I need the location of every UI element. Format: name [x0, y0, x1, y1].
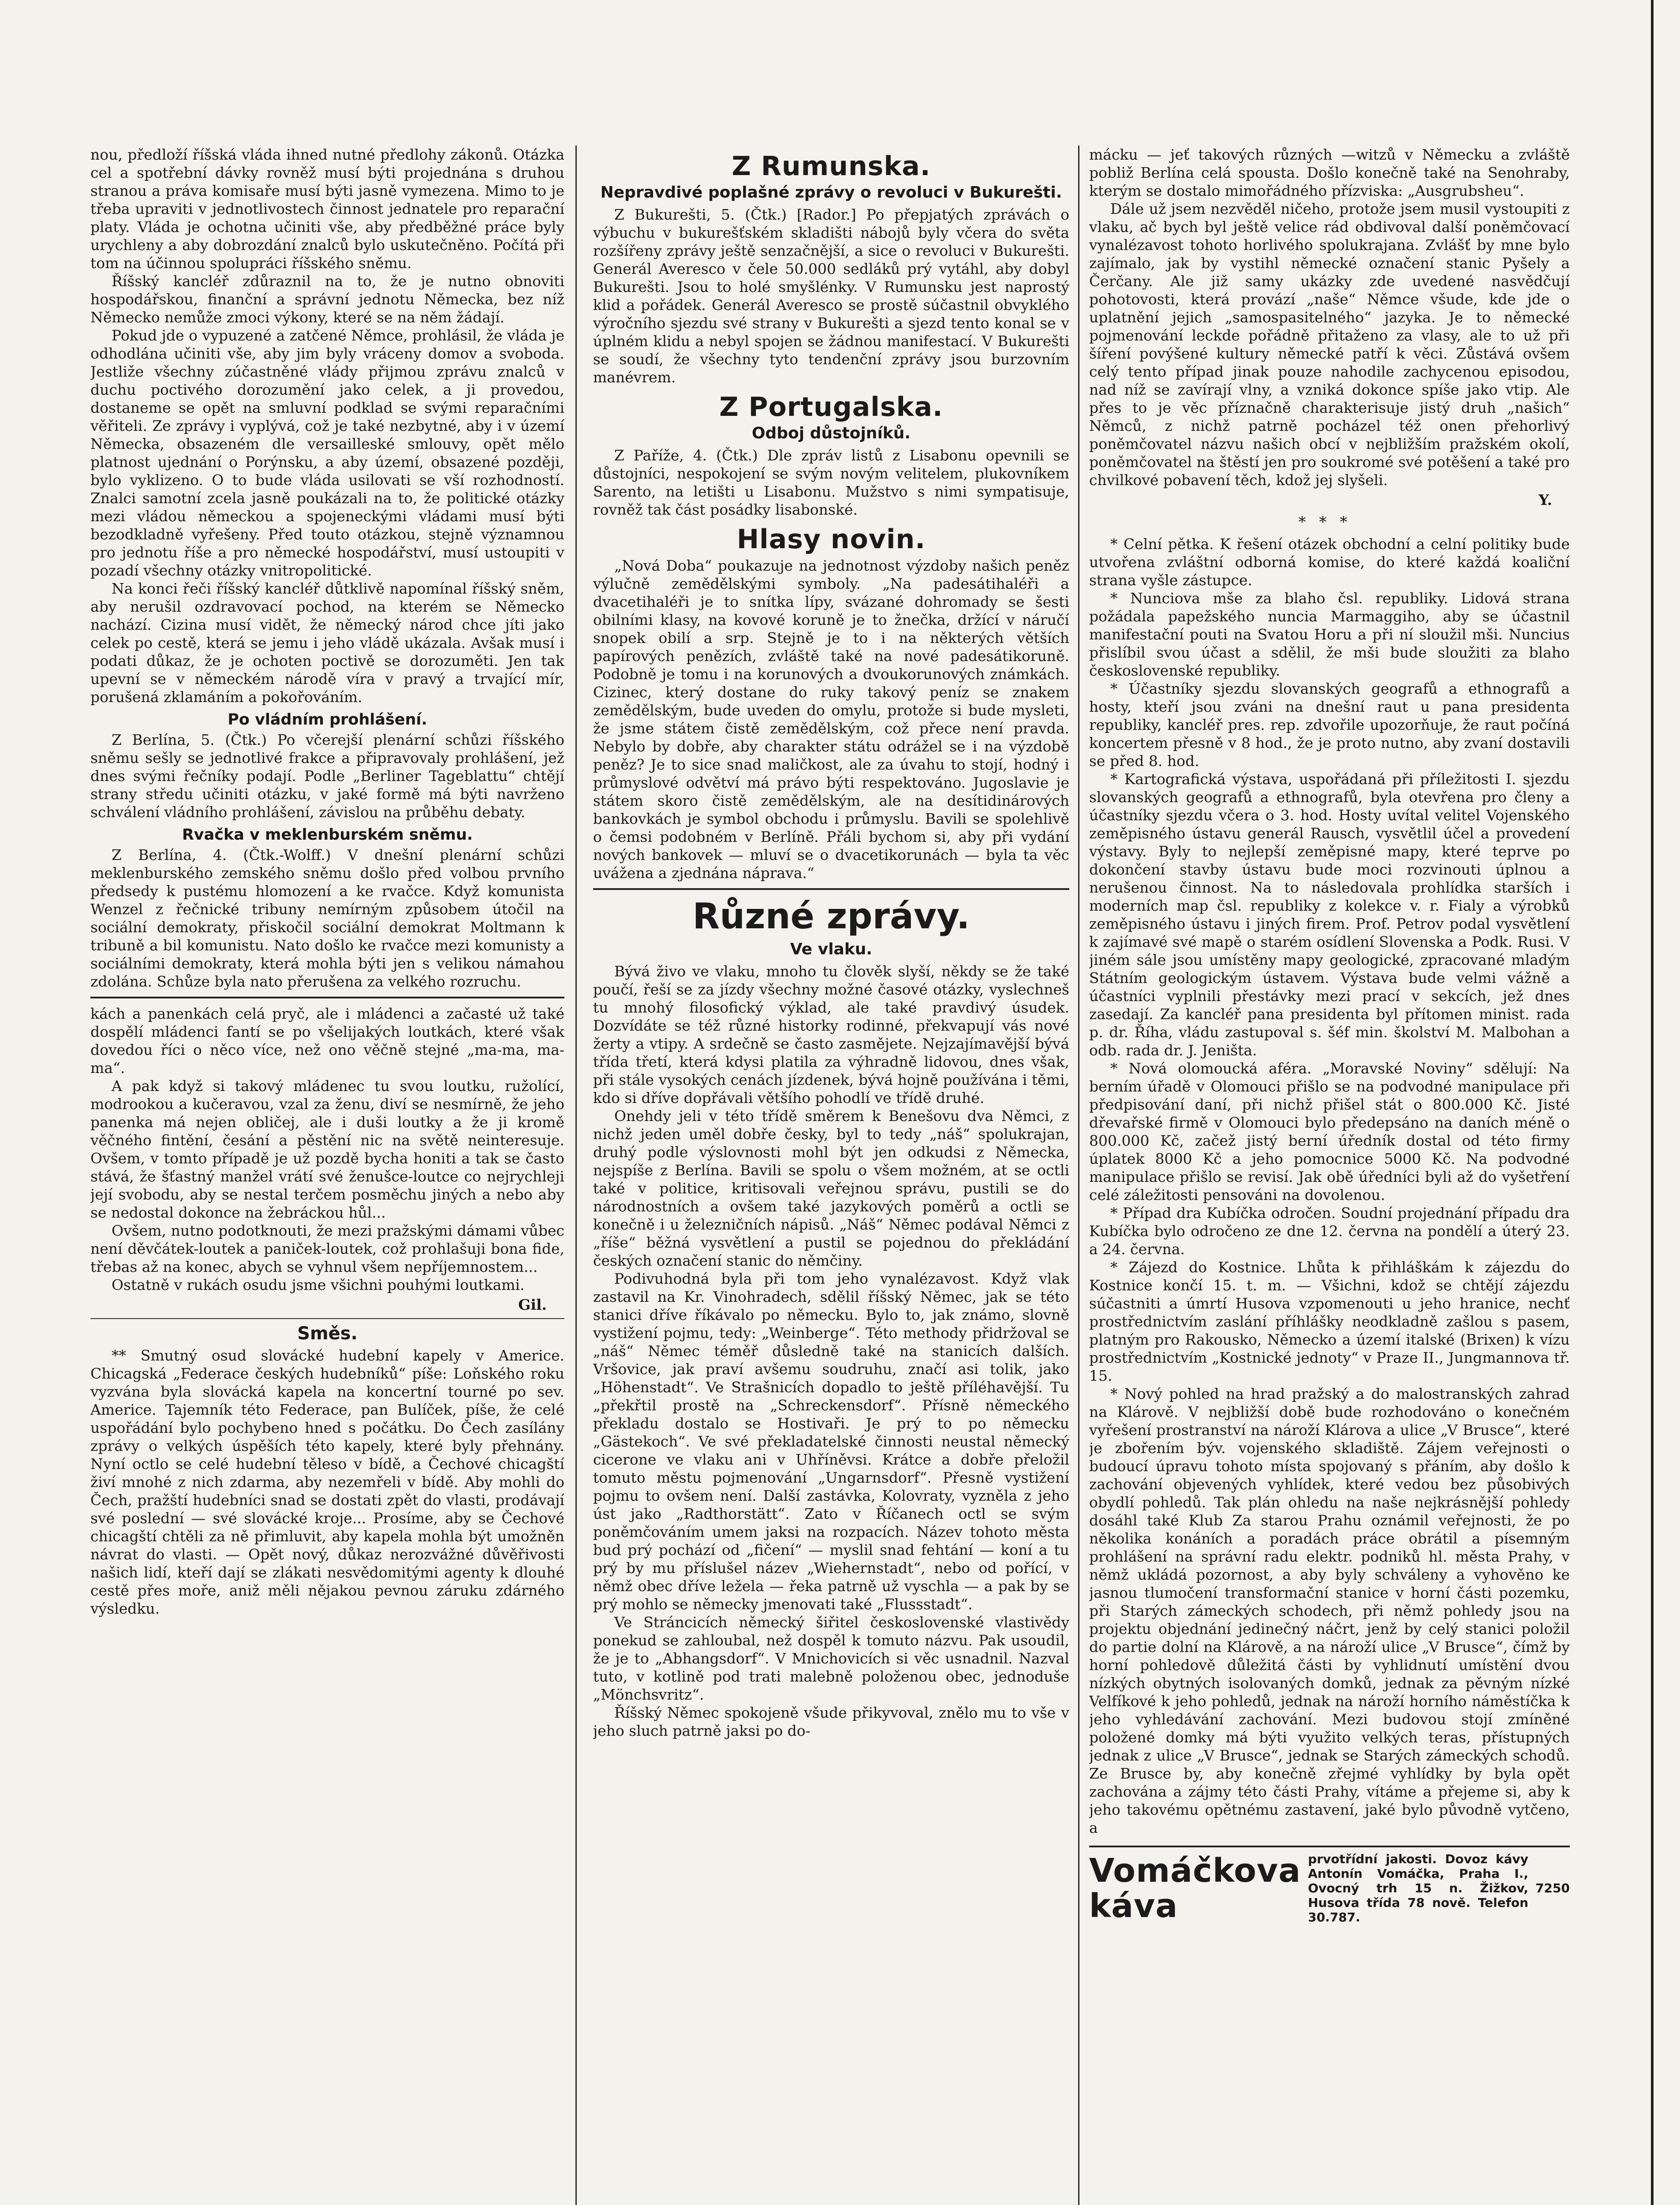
news-item: * Nová olomoucká aféra. „Moravské Noviny“ sdělují: Na berním úřadě v Olomouci přišlo se na podvodné manipulace při předpisování daní, při nichž přišel stát o 800.000 Kč. Jisté dřevařské firmě v Olomouci bylo předepsáno na daních méně o 800.000 Kč, začež jistý berní úředník dostal od této firmy úplatek 8000 Kč a jeho pomocnice 5000 Kč. Na podvodné manipulace přišlo se revisí. Jak obě úředníci byli až do vyšetření celé záležitosti pensováni na dovolenou.	[1089, 1060, 1570, 1203]
separator-stars: ***	[1298, 513, 1361, 531]
subheading: Odboj důstojníků.	[751, 424, 911, 442]
article-paragraph: Podivuhodná byla při tom jeho vynalézavost. Když vlak zastavil na Kr. Vinohradech, sdělil říšský Němec, jak se této stanici dříve říkávalo po německu. Bylo to, jak známo, slovně vystižení pojmu, tedy: „Weinberge“. Této methody přidržoval se „náš“ Němec téměř důsledně také na stanicích dalších. Vršovice, jak praví avšemu soudruhu, značí asi tolik, jako „Höhenstadt“. Ve Strašnicích dopadlo to ještě příléhavější. Tu „překřtil prostě na „Schreckensdorf“. Přísně německého překladu dostalo se Hostivaři. Je prý to po německu „Gästekoch“. Ve své překladatelské činnosti neustal německý cicerone ve vlaku ani v Uhříněvsi. Krátce a dobře přeložil tomuto městu pojmenování „Ungarnsdorf“. Přesně vystižení pojmu to ovšem není. Další zastávka, Kolovraty, vyzněla z jeho úst jako „Radthorstätt“. Zato v Říčanech octl se svým poněmčováním umem jaksi na rozpacích. Název tohoto města bud prý pochází od „fičení“ — myslil snad fehtání — koní a tu prý by mu příslušel název „Wiehernstadt“, nebo od pořící, v němž obec dříve ležela — řeka patrně už vyschla — a pak by se prý mohlo se německy jmenovati také „Flussstadt“.	[593, 1270, 1069, 1613]
news-item: * Nový pohled na hrad pražský a do malostranských zahrad na Klárově. V nejbližší době bude rozhodováno o konečném vyřešení prostranství na nároží Klárova a ulice „V Brusce“, které je zbořením býv. vojenského skladiště. Zájem veřejnosti o budoucí úpravu tohoto místa spojovaný s přáním, aby došlo k zachování objevených vyhlídek, které vedou bez působivých obydlí pohledů. Tak plán ohledu na naše nejkrásnější pohledy dosáhl také Klub Za starou Prahu oznámil veřejnosti, že po několika konáních a poradách práce obrátil a písemným prohlášení na správní radu elektr. podniků hl. města Prahy, v němž ukládá pozornost, a aby byly schváleny a vyhověno ke jasnou tlumočení transformační stanice v horní části pozemku, při Starých zámeckých schodech, při němž pohledy jsou na projektu objednání jedinečný náčrt, jenž by celý stanici položil do partie dolní na Klárově, a na nároží ulice „V Brusce“, čímž by horní pohledově důležitá části by vyhlidnutí umístění dvou nízkých obytných isolovaných domků, jednak za pěvným nízké Velfíkové k jeho pohledů, jednak na nároží horního náměstíčka k jeho vyhledávání zachování. Mezi budovou stojí zmíněné položené domky má býti využito velkých teras, přístupných jednak z ulice „V Brusce“, jednak se Starých zámeckých schodů. Ze Brusce by, aby konečně zřejmé vyhlídky by byla opět zachována a zájmy této části Prahy, vítáme a přejeme si, aby k jeho takovému opětnému zastavení, jaké bylo původně vytčeno, a	[1089, 1385, 1570, 1836]
author-signature: Y.	[1538, 491, 1552, 508]
page-edge-rule	[1651, 0, 1654, 2205]
feuilleton-paragraph: kách a panenkách celá pryč, ale i mládenci a začasté už také dospělí mládenci fantí se po všelijakých loutkách, které však dovedou říci o něco více, než ono věčně stejné „ma-ma, ma-ma“.	[90, 1005, 564, 1076]
subheading: Ve vlaku.	[790, 940, 873, 958]
article-paragraph: Říšský Němec spokojeně všude přikyvoval, znělo mu to vše v jeho sluch patrně jaksi po do-	[593, 1704, 1069, 1739]
article-paragraph: Pokud jde o vypuzené a zatčené Němce, prohlásil, že vláda je odhodlána učiniti vše, aby jim byly vráceny domov a svoboda. Jestliže všechny zúčastněné vlády přijmou zprávu znalců v duchu poctivého dorozumění jako celek, a ji provedou, dostaneme se opět na smluvní podklad se svými reparačními věřiteli. Ze zprávy i vyplývá, což je také nezbytné, aby i v území Německa, obsazeném dle versailleské smlouvy, opět mělo platnost ujednání o Porýnsku, a aby území, obsazené později, bylo vyklizeno. O to bude vláda usilovati se vší rozhodností. Znalci samotní zcela jasně poukázali na to, že politické otázky mezi vládou německou a spojeneckými vládami musí býti bezodkladně vyřešeny. Před touto otázkou, stejně významnou pro jednotu říše a pro německé hospodářství, musí ustoupiti v pozadí všechny otázky vnitropolitické.	[90, 327, 564, 579]
author-signature: Gil.	[518, 1296, 547, 1313]
feuilleton-paragraph: Ovšem, nutno podotknouti, že mezi pražskými dámami vůbec není děvčátek-loutek a paniček-loutek, což prohlašuji bona fide, třebas až na konec, abych se vyhnul všem nepříjemnostem...	[90, 1222, 564, 1275]
column-left	[90, 146, 564, 2205]
ad-text: prvotřídní jakosti. Dovoz kávy Antonín Vomáčka, Praha I., Ovocný trh 15 n. Žižkov, Husova třída 78 nově. Telefon 30.787.	[1308, 1852, 1529, 1925]
section-heading: Z Portugalska.	[719, 392, 943, 422]
feuilleton-paragraph: A pak když si takový mládenec tu svou loutku, ružolící, modrookou a kučeravou, vzal za ženu, diví se nesmírně, že jeho panenka má nejen obličej, ale i duši loutky a že ji kromě věčného fintění, česání a pěstění nic na světě neinteresuje. Ovšem, v tomto případě je už pozdě bycha honiti a tak se často stává, že šťastný manžel vrátí své ženušce-loutce co nejrychleji její svobodu, aby se nestal terčem posměchu jiných a nebo aby se nedostal dokonce na žebráckou hůl...	[90, 1077, 564, 1221]
section-heading: Rvačka v meklenburském sněmu.	[182, 826, 473, 844]
divider	[593, 888, 1069, 890]
feuilleton-paragraph: Ostatně v rukách osudu jsme všichni pouhými loutkami.	[112, 1276, 525, 1293]
news-item: * Kartografická výstava, uspořádaná při příležitosti I. sjezdu slovanských geografů a ethnografů, byla otevřena pro členy a účastníky sjezdu včera o 3. hod. Hosty uvítal velitel Vojenského zeměpisného ústavu generál Rausch, vysvětlil účel a provedení výstavy. Byly to nejlepší zeměpisné mapy, které teprve po dokončení stavby ústavu bude moci rozvinouti úplnou a nerušenou činnost. Na to následovala prohlídka starších i moderních map čsl. republiky z kolekce v. r. Fialy a výrobků zeměpisného ústavu i jiných firem. Prof. Petrov podal vysvětlení k zajímavé své mapě o starém osídlení Slovenska a Podk. Rusi. V jiném sále jsou umístěny mapy geologické, zpracované mladým Státním geologickým ústavem. Výstava bude velmi vážně a účastníci vyplnili přestávky mezi prací v sekcích, jež dnes zasedají. Za kancléř pana presidenta byl přítomen minist. rada p. dr. Říha, vládu zastupoval s. šéf min. školství M. Malbohan a odb. rada dr. J. Jeništa.	[1089, 770, 1570, 1059]
article-paragraph: Na konci řeči říšský kancléř důtklivě napomínal říšský sněm, aby nerušil ozdravovací pochod, na kterém se Německo nachází. Cizina musí vidět, že německý národ chce jíti jako celek po cestě, která se jemu i jeho vládě ukázala. Avšak musí i podati důkaz, že je ochoten poctivě se dorozuměti. Jen tak upevní se v německém národě víra v pravý a trvající mír, porušená zklamáním a pokořováním.	[90, 580, 564, 706]
ad-code: 7250	[1535, 1881, 1570, 1895]
divider	[90, 1318, 564, 1319]
section-heading: Po vládním prohlášení.	[228, 711, 427, 729]
article-paragraph: nou, předloží říšská vláda ihned nutné předlohy zákonů. Otázka cel a spotřební dávky rovněž musí býti projednána s druhou stranou a práva komisaře musí býti jasně vymezena. Mimo to je třeba upraviti v jednotlivostech činnost jednatele pro reparační platy. Vláda je ochotna učiniti vše, aby předběžné práce byly urychleny a aby dobrozdání znalců bylo uskutečněno. Počítá při tom na účinnou spolupráci říšského sněmu.	[90, 146, 564, 272]
news-item: * Celní pětka. K řešení otázek obchodní a celní politiky bude utvořena zvláštní odborná komise, do které každá koaliční strana vyšle zástupce.	[1089, 535, 1570, 589]
section-heading: Různé zprávy.	[692, 896, 970, 937]
article-paragraph: Z Paříže, 4. (Čtk.) Dle zpráv listů z Lisabonu opevnili se důstojníci, nespokojení se svým novým velitelem, plukovníkem Sarento, na letišti u Lisabonu. Mužstvo s nimi sympatisuje, rovněž tak část posádky lisabonské.	[593, 447, 1069, 518]
section-heading: Směs.	[297, 1323, 358, 1344]
section-heading: Hlasy novin.	[736, 524, 926, 555]
news-item: * Zájezd do Kostnice. Lhůta k přihláškám k zájezdu do Kostnice končí 15. t. m. — Všichni, kdož se chtějí zájezdu súčastniti a úmrtí Husova vzpomenouti u jeho hranice, nechť prostřednictvím zaslání příhlášky neodkladně zašlou s pasem, platným pro Rakousko, Německo a území italské (Brixen) k vízu prostřednictvím „Kostnické jednoty“ v Praze II., Jungmannova tř. 15.	[1089, 1259, 1570, 1384]
article-paragraph: Z Berlína, 4. (Čtk.-Wolff.) V dnešní plenární schůzi meklenburského zemského sněmu došlo před volbou prvního předsedy k pustému hlomození a ke rvačce. Když komunista Wenzel z řečnické tribuny nemírným způsobem útočil na sociální demokraty, přiskočil sociální demokrat Moltmann k tribuně a bil komunistu. Nato došlo ke rvačce mezi komunisty a sociálními demokraty, která mohla býti jen s velikou námahou zdolána. Schůze byla nato přerušena za velkého rozruchu.	[90, 846, 564, 990]
article-paragraph: mácku — jeť takových různých —witzů v Německu a zvláště pobliž Berlína celá spousta. Došlo konečně také na Senohraby, kterým se dostalo mimořádného přízviska: „Ausgrubsheu“.	[1089, 146, 1570, 199]
article-paragraph: Z Berlína, 5. (Čtk.) Po včerejší plenární schůzi říšského sněmu sešly se jednotlivé frakce a připravovaly prohlášení, jež dnes svými řečníky podají. Podle „Berliner Tageblattu“ chtějí strany středu učiniti otázku, v jaké formě má býti navrženo schválení vládního prohlášení, závislou na průběhu debaty.	[90, 731, 564, 821]
article-paragraph: Dále už jsem nezvěděl ničeho, protože jsem musil vystoupiti z vlaku, ač bych byl ještě velice rád obdivoval další poněmčovací vynalézavost tohoto horlivého spolukrajana. Zvlášť by mne bylo zajímalo, jak by vystihl německé označení stanic Pyšely a Čerčany. Ale již samy ukázky zde uvedené nasvědčují pohotovosti, která provází „naše“ Němce všude, kde jde o uplatnění jejich „samospasitelného“ jazyka. Je to německé pojmenování leckde pořádně přitaženo za vlasy, ale to už při šíření povýšené kultury německé patří k věci. Zůstává ovšem celý tento případ jinak pouze nahodile zachycenou episodou, nad níž se zavírají vlny, a vzniká dokonce spíše jako vtip. Ale přes to je věc příznačně charakterisuje jistý druh „našich“ Němců, z nichž patrně pocházel též onen přehorlivý poněmčovatel názvu našich obcí v nejbližším pražském okolí, poněmčovatel na štěstí jen pro soukromé své potěšení a také pro chvilkové pobavení těch, kdož jej slyšeli.	[1089, 200, 1570, 489]
news-item: * Nunciova mše za blaho čsl. republiky. Lidová strana požádala papežského nuncia Marmaggiho, aby se účastnil manifestační pouti na Svatou Horu a při ní sloužil mši. Nuncius přislíbil svou účast a sdělil, že mši bude sloužiti za blaho československé republiky.	[1089, 590, 1570, 679]
article-paragraph: Z Bukurešti, 5. (Čtk.) [Rador.] Po přepjatých zprávách o výbuchu v bukurešťském skladišti nábojů byly včera do světa rozšířeny zprávy ještě senzačnější, a sice o revoluci v Bukurešti. Generál Averesco v čele 50.000 sedláků prý vytáhl, aby dobyl Bukurešti. Jsou to holé smyšlénky. V Rumunsku jest naprostý klid a pořádek. Generál Averesco se prostě súčastnil obvyklého výročního sjezdu své strany v Bukurešti a sjezd tento konal se v úplném klidu a nebyl spojen se žádnou manifestací. V Bukurešti se soudí, že všechny tyto tendenční zprávy jsou burzovním manévrem.	[593, 206, 1069, 386]
section-heading: Z Rumunska.	[732, 151, 931, 182]
ad-title: Vomáčkova káva	[1089, 1851, 1301, 1925]
news-item: ** Smutný osud slovácké hudební kapely v Americe. Chicagská „Federace českých hudebníků“ píše: Loňského roku vyzvána byla slovácká kapela na koncertní tourné po sev. Americe. Tajemník této Federace, pan Bulíček, píše, že celé uspořádání bylo pochybeno hned s počátku. Do Čech zasílány zprávy o velkých úspěších této kapely, které byly přehnány. Nyní octlo se celé hudební těleso v bídě, a Čechové chicagští živí mnohé z nich zdarma, aby nezemřeli v bídě. Aby mohli do Čech, pražští hudebníci snad se dostati zpět do vlasti, prodávají své poslední — své slovácké kroje... Prosíme, aby se Čechové chicagští chtěli za ně přimluvit, aby kapela mohla být umožněn návrat do vlasti. — Opět nový, důkaz nerozvážné důvěřivosti našich lidí, kteří dají se zlákati nesvědomitými agenty k dlouhé cestě přes moře, aniž měli nějakou pevnou záruku zdárného výsledku.	[90, 1347, 564, 1617]
subheading: Nepravdivé poplašné zprávy o revoluci v Bukurešti.	[600, 183, 1062, 202]
article-paragraph: Říšský kancléř zdůraznil na to, že je nutno obnoviti hospodářskou, finanční a správní jednotu Německa, bez níž Německo nemůže zmoci výkony, které se na něm žádají.	[90, 273, 564, 326]
article-paragraph: Ve Stráncicích německý šiřitel československé vlastivědy ponekud se zahloubal, než dospěl k tomuto názvu. Pak usoudil, že je to „Abhangsdorf“. V Mnichovicích si věc usnadnil. Nazval tuto, v kotlině pod trati malebně položenou obec, jednoduše „Mönchsvritz“.	[593, 1614, 1069, 1703]
article-paragraph: Bývá živo ve vlaku, mnoho tu člověk slyší, někdy se že také poučí, řeší se za jízdy všechny možné časové otázky, vyslechneš tu mnohý filosofický výklad, ale také pravdivý úsudek. Dozvídáte se též různé historky rodinné, překvapují vás nové žerty a vtipy. A srdečně se často zasmějete. Nejzajímavější bývá třída třetí, která kdysi platila za výhradně lidovou, dnes však, při stále vysokých cenách jízdenek, bývá hojně používána i těmi, kdo si dříve dopřávali většího pohodlí ve třídě druhé.	[593, 963, 1069, 1106]
article-paragraph: Onehdy jeli v této třídě směrem k Benešovu dva Němci, z nichž jeden uměl dobře česky, byl to tedy „náš“ spolukrajan, druhý podle výslovnosti mohl být jen odkudsi z Německa, nejspíše z Berlína. Bavili se spolu o všem možném, at se octli také v politice, kritisovali veřejnou správu, pustili se do národnostních a ovšem také jazykových poměrů a octli se konečně i u železničních nápisů. „Náš“ Němec podával Němci z „říše“ běžná vysvětlení a pustil se pojednou do překládání českých označení stanic do němčiny.	[593, 1107, 1069, 1269]
advertisement	[1089, 1846, 1570, 1925]
news-item: * Případ dra Kubíčka odročen. Soudní projednání případu dra Kubíčka bylo odročeno ze dne 12. června na pondělí a úterý 23. a 24. června.	[1089, 1204, 1570, 1258]
column-rule-2	[1078, 146, 1079, 2205]
divider	[90, 997, 564, 998]
column-middle	[593, 146, 1069, 2205]
article-paragraph: „Nová Doba“ poukazuje na jednotnost výzdoby našich peněz výlučně zemědělskými symboly. „Na padesátihaléři a dvacetihaléři je to snítka lípy, svázané dohromady se šesti obilními klasy, na kovové koruně je to žnečka, držící v náručí snopek obilí a srp. Stejně je to i na některých větších papírových penězích, zvláště také na nové padesátikoruně. Podobně je tomu i na korunových a dvoukorunových známkách. Cizinec, který dostane do ruky takový peníz se znakem zemědělským, bude uveden do omylu, protože si bude mysleti, že jsme státem čistě zemědělským, což přece není pravda. Nebylo by dobře, aby charakter státu odrážel se i na výzdobě peněz? Je to sice snad maličkost, ale za úvahu to stojí, hodný i průmyslové odvětví má právo býti respektováno. Jugoslavie je státem skoro čistě zemědělským, ale na desítidinárových bankovkách je symbol obchodu i průmyslu. Bavili se spolehlivě o čemsi podobném v Berlíně. Přáli bychom si, aby při vydání nových bankovek — mluví se o dvacetikorunách — byla ta věc uvážena a zjednána náprava.“	[593, 557, 1069, 882]
news-item: * Účastníky sjezdu slovanských geografů a ethnografů a hosty, kteří jsou zváni na dnešní raut u pana presidenta republiky, kancléř pres. rep. zdvořile upozorňuje, že raut počíná koncertem přesně v 8 hod., že je proto nutno, aby zvaní dostavili se před 8. hod.	[1089, 680, 1570, 770]
column-rule-1	[575, 146, 577, 2205]
column-right	[1089, 146, 1570, 2205]
